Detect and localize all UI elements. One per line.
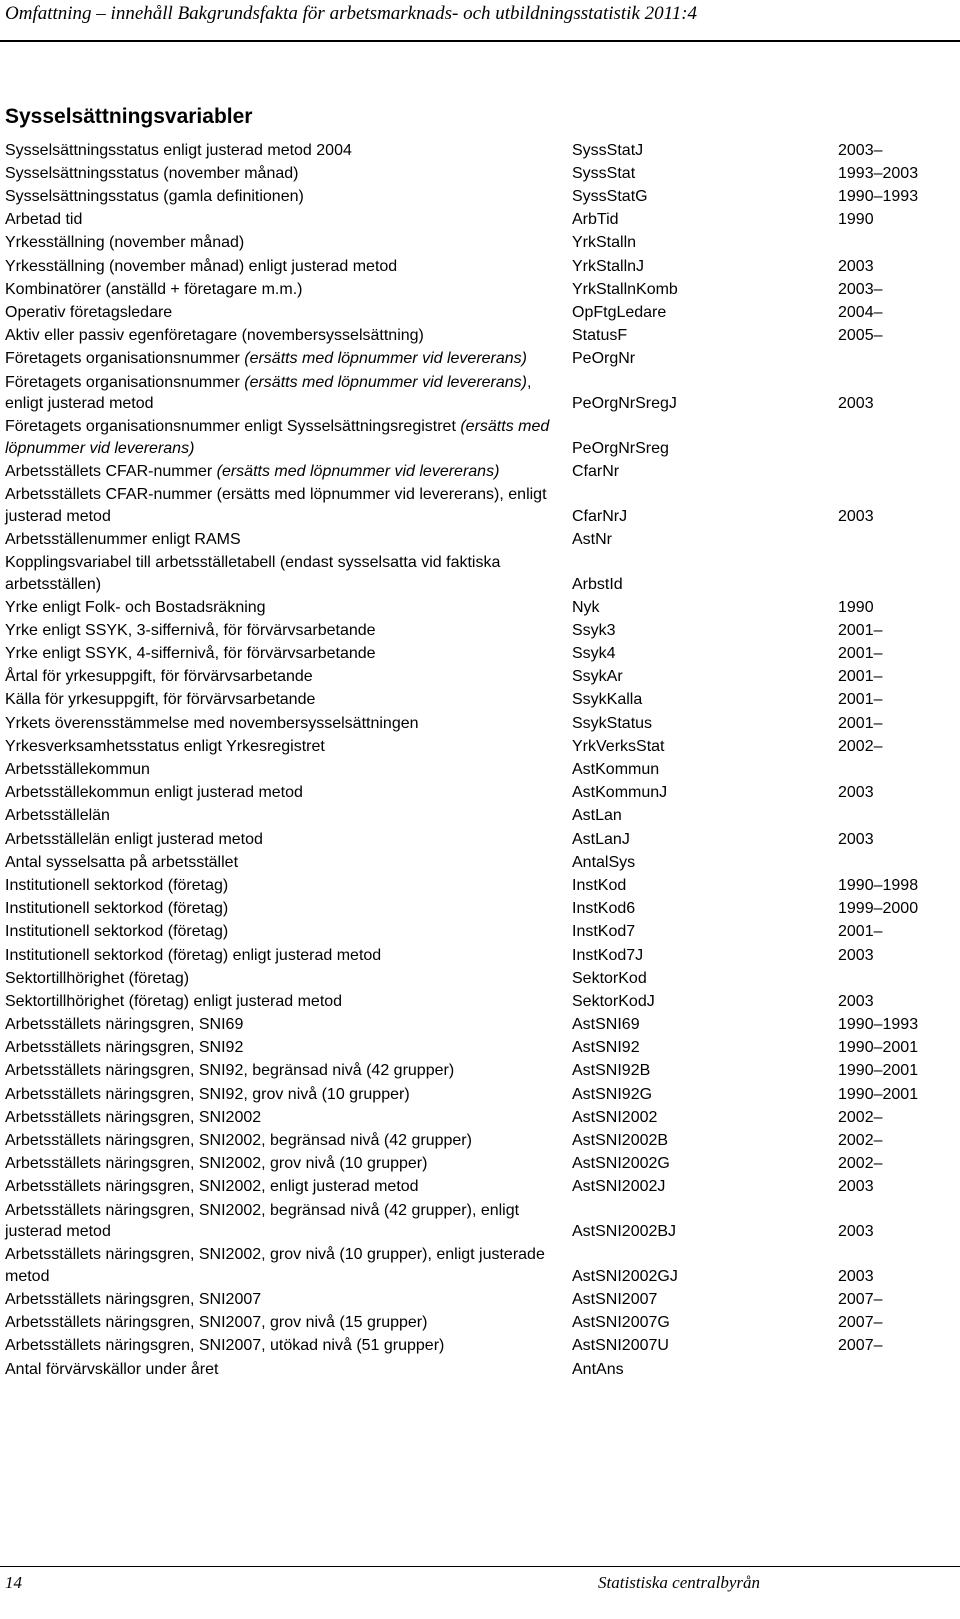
variable-name: AstNr — [572, 530, 612, 548]
table-row — [5, 138, 955, 161]
variable-description: Arbetsställets näringsgren, SNI2007, grov nivå (15 grupper) — [5, 1314, 428, 1332]
variable-years: 2003 — [838, 1223, 874, 1241]
variable-years — [838, 757, 955, 780]
variable-description: Källa för yrkesuppgift, för förvärvsarbetande — [5, 691, 316, 709]
variable-years — [838, 415, 955, 460]
table-row — [5, 482, 955, 527]
table-row — [5, 550, 955, 595]
description-note: (ersätts med löpnummer vid levererans) — [216, 462, 500, 480]
table-row — [5, 989, 955, 1012]
variable-description: Arbetsställekommun enligt justerad metod — [5, 784, 303, 802]
variable-years: 2004– — [838, 304, 883, 321]
table-row — [5, 1036, 955, 1059]
variable-years: 2001– — [838, 668, 883, 686]
variable-years — [838, 804, 955, 827]
variable-name: OpFtgLedare — [572, 304, 667, 321]
variable-years: 2003 — [838, 507, 874, 525]
table-row — [5, 665, 955, 688]
variable-years — [838, 527, 955, 550]
table-row — [5, 231, 955, 254]
variable-description: Aktiv eller passiv egenföretagare (novembersysselsättning) — [5, 327, 424, 345]
variable-years: 2002– — [838, 737, 883, 755]
variable-description: Arbetsställets näringsgren, SNI69 — [5, 1016, 244, 1034]
variable-name: CfarNrJ — [572, 507, 628, 525]
variable-years: 2003 — [838, 257, 874, 275]
table-row — [5, 595, 955, 618]
section-title: Sysselsättningsvariabler — [5, 105, 253, 128]
table-row — [5, 1357, 955, 1380]
table-row — [5, 459, 955, 482]
variable-years: 1990–1998 — [838, 876, 919, 894]
variable-years: 2003 — [838, 1178, 874, 1196]
variable-description: Institutionell sektorkod (företag) — [5, 876, 229, 894]
variable-name: AstSNI2007 — [572, 1290, 658, 1308]
description-text: Företagets organisationsnummer — [5, 373, 240, 391]
variable-name: CfarNr — [572, 462, 620, 480]
variable-years: 2001– — [838, 621, 883, 639]
variable-name: AstSNI2002J — [572, 1178, 666, 1196]
variable-name: AstLan — [572, 807, 622, 825]
variable-name: PeOrgNrSreg — [572, 439, 669, 457]
variable-description: Yrke enligt Folk- och Bostadsräkning — [5, 598, 266, 616]
variable-description: Arbetsställets näringsgren, SNI2002, begränsad nivå (42 grupper), enligt justerad metod — [5, 1201, 520, 1241]
variable-years: 1990 — [838, 211, 874, 229]
variable-name: AstSNI69 — [572, 1016, 640, 1034]
table-row — [5, 1059, 955, 1082]
variable-description: Arbetsställets näringsgren, SNI2002, grov nivå (10 grupper), enligt justerade metod — [5, 1246, 545, 1285]
table-row — [5, 1334, 955, 1357]
variable-years: 2003 — [838, 395, 874, 413]
table-row — [5, 711, 955, 734]
variable-name: AstKommun — [572, 761, 660, 778]
variable-description: Antal förvärvskällor under året — [5, 1360, 219, 1378]
variable-years — [838, 1357, 955, 1380]
publisher-name: Statistiska centralbyrån — [598, 1573, 760, 1592]
variable-name: AstSNI2002B — [572, 1132, 669, 1149]
table-row — [5, 300, 955, 323]
variable-description: Arbetsställets näringsgren, SNI2007 — [5, 1290, 262, 1308]
variable-years — [838, 550, 955, 595]
variable-name: AstSNI92G — [572, 1085, 653, 1103]
variable-description — [5, 370, 572, 415]
header-rule — [0, 40, 960, 42]
variable-years — [838, 347, 955, 370]
variable-name: InstKod7 — [572, 923, 636, 941]
table-row — [5, 781, 955, 804]
variable-description: Arbetsställets näringsgren, SNI92 — [5, 1039, 244, 1057]
table-row — [5, 688, 955, 711]
variable-years: 2003 — [838, 946, 874, 964]
variable-description: Institutionell sektorkod (företag) enligt justerad metod — [5, 946, 382, 964]
variable-name: PeOrgNrSregJ — [572, 395, 677, 413]
variable-name: SsykStatus — [572, 714, 653, 732]
variable-years: 2001– — [838, 714, 883, 732]
variable-description: Årtal för yrkesuppgift, för förvärvsarbetande — [5, 668, 313, 686]
table-row — [5, 1082, 955, 1105]
variable-description: Arbetsställelän — [5, 807, 110, 825]
variable-years: 2007– — [838, 1337, 883, 1355]
description-note: (ersätts med löpnummer vid levererans) — [5, 418, 550, 457]
variable-description: Arbetsställets näringsgren, SNI2002 — [5, 1108, 262, 1126]
variable-years: 1999–2000 — [838, 900, 919, 918]
variable-description: Arbetsställets näringsgren, SNI92, grov nivå (10 grupper) — [5, 1085, 410, 1103]
variable-description: Arbetsställenummer enligt RAMS — [5, 530, 241, 548]
variable-years: 2001– — [838, 645, 883, 663]
variable-years: 2003 — [838, 830, 874, 848]
variable-name: ArbTid — [572, 211, 619, 229]
table-row — [5, 184, 955, 207]
variable-name: AstSNI92 — [572, 1039, 640, 1057]
variable-name: StatusF — [572, 327, 628, 345]
variable-name: Ssyk3 — [572, 621, 616, 639]
table-row — [5, 1310, 955, 1333]
variable-description: Sektortillhörighet (företag) — [5, 969, 190, 987]
variable-description: Sysselsättningsstatus (november månad) — [5, 164, 299, 182]
description-note: (ersätts med löpnummer vid levererans) — [244, 350, 527, 368]
running-header: Omfattning – innehåll Bakgrundsfakta för arbetsmarknads- och utbildningsstatistik 2011:4 — [5, 3, 698, 24]
variable-name: SsykAr — [572, 668, 623, 686]
table-row — [5, 1012, 955, 1035]
variable-years: 2001– — [838, 923, 883, 941]
variable-years: 2007– — [838, 1290, 883, 1308]
table-row — [5, 734, 955, 757]
variable-description: Yrke enligt SSYK, 3-siffernivå, för förvärvsarbetande — [5, 621, 376, 639]
variable-name: AstLanJ — [572, 830, 630, 848]
description-text: Arbetsställets CFAR-nummer — [5, 462, 213, 480]
table-row — [5, 1287, 955, 1310]
variable-years: 1990–1993 — [838, 188, 919, 206]
variable-name: AstSNI2002GJ — [572, 1267, 678, 1285]
variable-years: 2003– — [838, 141, 883, 159]
variable-name: SektorKod — [572, 969, 647, 987]
variable-years: 2002– — [838, 1108, 883, 1126]
variable-years: 1993–2003 — [838, 164, 919, 182]
variable-name: AstKommunJ — [572, 784, 668, 802]
table-row — [5, 641, 955, 664]
variable-name: AstSNI92B — [572, 1062, 651, 1080]
table-row — [5, 1128, 955, 1151]
variable-description: Institutionell sektorkod (företag) — [5, 923, 229, 941]
variable-years: 2003 — [838, 1267, 874, 1285]
variable-name: AstSNI2007G — [572, 1314, 670, 1332]
variable-description: Kopplingsvariabel till arbetsställetabell (endast sysselsatta vid faktiska arbetsställen) — [5, 554, 501, 593]
variable-description: Arbetad tid — [5, 211, 83, 229]
variable-description: Arbetsställets näringsgren, SNI2002, begränsad nivå (42 grupper) — [5, 1132, 472, 1149]
variable-name: YrkVerksStat — [572, 737, 665, 755]
variable-name: SsykKalla — [572, 691, 643, 709]
variable-years — [838, 231, 955, 254]
table-row — [5, 618, 955, 641]
variable-years: 1990–2001 — [838, 1062, 919, 1080]
table-row — [5, 896, 955, 919]
variable-years: 2002– — [838, 1155, 883, 1173]
variable-description: Arbetsställets näringsgren, SNI92, begränsad nivå (42 grupper) — [5, 1062, 455, 1080]
variable-name: Nyk — [572, 598, 600, 616]
variable-years — [838, 966, 955, 989]
table-row — [5, 1152, 955, 1175]
table-row — [5, 920, 955, 943]
variable-years: 1990–1993 — [838, 1016, 919, 1034]
description-suffix: , enligt justerad metod — [5, 373, 532, 413]
variable-name: AstSNI2002 — [572, 1108, 658, 1126]
variable-name: InstKod — [572, 876, 627, 894]
variable-description: Arbetsställets näringsgren, SNI2002, grov nivå (10 grupper) — [5, 1155, 428, 1173]
variable-description — [5, 347, 572, 370]
table-row — [5, 277, 955, 300]
variable-years: 2003 — [838, 992, 874, 1010]
table-row — [5, 827, 955, 850]
page-number: 14 — [5, 1573, 22, 1592]
table-row — [5, 943, 955, 966]
variable-name: YrkStallnJ — [572, 257, 645, 275]
variable-description: Operativ företagsledare — [5, 304, 173, 321]
variable-years: 2003– — [838, 280, 883, 298]
variable-name: AstSNI2002BJ — [572, 1223, 677, 1241]
variable-years — [838, 850, 955, 873]
variable-description: Sysselsättningsstatus enligt justerad metod 2004 — [5, 141, 352, 159]
table-row — [5, 324, 955, 347]
variable-years: 2005– — [838, 327, 883, 345]
variable-name: AntAns — [572, 1360, 624, 1378]
variable-description: Arbetsställekommun — [5, 761, 150, 778]
table-row — [5, 757, 955, 780]
description-text: Företagets organisationsnummer enligt Sysselsättningsregistret — [5, 418, 456, 436]
variable-description: Arbetsställets näringsgren, SNI2007, utökad nivå (51 grupper) — [5, 1337, 445, 1355]
table-row — [5, 527, 955, 550]
table-row — [5, 347, 955, 370]
variable-description: Arbetsställets CFAR-nummer (ersätts med löpnummer vid levererans), enligt justerad metod — [5, 486, 547, 525]
variable-name: SyssStatG — [572, 188, 648, 206]
variable-name: SyssStatJ — [572, 141, 644, 159]
table-row — [5, 370, 955, 415]
variables-table — [5, 138, 955, 1380]
variable-name: InstKod7J — [572, 946, 644, 964]
table-row — [5, 208, 955, 231]
variable-name: AntalSys — [572, 853, 636, 871]
description-note: (ersätts med löpnummer vid levererans) — [244, 373, 527, 391]
table-row — [5, 1105, 955, 1128]
variable-years: 2003 — [838, 784, 874, 802]
table-row — [5, 850, 955, 873]
variable-description: Yrkesverksamhetsstatus enligt Yrkesregistret — [5, 737, 325, 755]
variable-description: Sysselsättningsstatus (gamla definitionen) — [5, 188, 304, 206]
variable-description: Antal sysselsatta på arbetsstället — [5, 853, 239, 871]
variable-name: YrkStalln — [572, 234, 637, 252]
variable-description: Arbetsställets näringsgren, SNI2002, enligt justerad metod — [5, 1178, 419, 1196]
variable-description: Yrke enligt SSYK, 4-siffernivå, för förvärvsarbetande — [5, 645, 376, 663]
variable-description: Arbetsställelän enligt justerad metod — [5, 830, 263, 848]
variable-years — [838, 459, 955, 482]
variable-description: Institutionell sektorkod (företag) — [5, 900, 229, 918]
variable-name: AstSNI2002G — [572, 1155, 670, 1173]
variable-name: SyssStat — [572, 164, 636, 182]
variable-name: Ssyk4 — [572, 645, 616, 663]
variable-name: AstSNI2007U — [572, 1337, 669, 1355]
variable-name: PeOrgNr — [572, 350, 636, 368]
table-row — [5, 415, 955, 460]
table-row — [5, 254, 955, 277]
variable-years: 2001– — [838, 691, 883, 709]
description-text: Företagets organisationsnummer — [5, 350, 240, 368]
variable-name: ArbstId — [572, 575, 623, 593]
variable-years: 2007– — [838, 1314, 883, 1332]
table-row — [5, 1175, 955, 1198]
variable-description: Yrkesställning (november månad) enligt justerad metod — [5, 257, 398, 275]
variable-description: Yrkesställning (november månad) — [5, 234, 245, 252]
variable-years: 1990 — [838, 598, 874, 616]
variable-description: Sektortillhörighet (företag) enligt justerad metod — [5, 992, 343, 1010]
table-row — [5, 1198, 955, 1243]
variable-description — [5, 459, 572, 482]
table-row — [5, 966, 955, 989]
variable-description: Yrkets överensstämmelse med novembersysselsättningen — [5, 714, 419, 732]
table-row — [5, 1243, 955, 1288]
variable-years: 2002– — [838, 1132, 883, 1149]
variable-description — [5, 415, 572, 460]
variable-years: 1990–2001 — [838, 1039, 919, 1057]
table-row — [5, 804, 955, 827]
variable-name: YrkStallnKomb — [572, 280, 678, 298]
table-row — [5, 873, 955, 896]
variable-name: InstKod6 — [572, 900, 636, 918]
variable-years: 1990–2001 — [838, 1085, 919, 1103]
variable-name: SektorKodJ — [572, 992, 655, 1010]
variable-description: Kombinatörer (anställd + företagare m.m.) — [5, 280, 303, 298]
footer-rule — [0, 1566, 960, 1567]
table-row — [5, 161, 955, 184]
